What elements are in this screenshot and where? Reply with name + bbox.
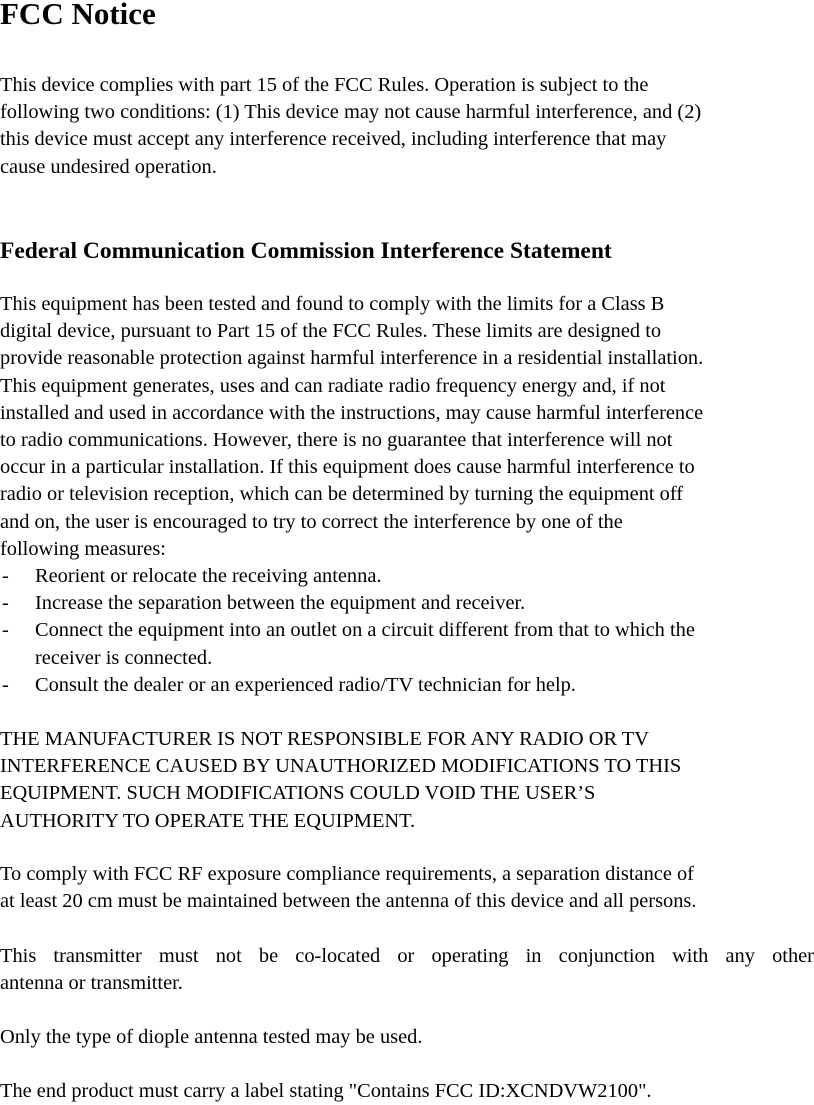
word: This (0, 945, 37, 967)
rf-exposure-line: at least 20 cm must be maintained between the antenna of this device and all persons. (0, 890, 697, 913)
label-requirement-line: The end product must carry a label stating "Contains FCC ID:XCNDVW2100". (0, 1080, 652, 1102)
word: other (772, 945, 814, 967)
bullet-dash: - (2, 673, 9, 696)
list-item (0, 563, 814, 590)
word: co-located (295, 945, 381, 967)
word: must (158, 945, 199, 967)
word: any (725, 945, 755, 967)
antenna-type-line: Only the type of diople antenna tested may be used. (0, 1026, 423, 1048)
intro-line: this device must accept any interference received, including interference that may (0, 128, 667, 151)
manufacturer-disclaimer (0, 726, 814, 835)
list-item-text: Reorient or relocate the receiving antenna. (35, 565, 382, 587)
bullet-dash: - (2, 592, 9, 615)
word: operating (431, 945, 509, 967)
intro-line: following two conditions: (1) This device may not cause harmful interference, and (2) (0, 101, 702, 124)
rf-exposure-paragraph (0, 861, 814, 915)
disclaimer-line: AUTHORITY TO OPERATE THE EQUIPMENT. (0, 809, 416, 832)
co-location-line (0, 943, 814, 970)
list-item (0, 672, 814, 699)
statement-line: occur in a particular installation. If this equipment does cause harmful interference to (0, 456, 695, 479)
statement-line: This equipment has been tested and found to comply with the limits for a Class B (0, 293, 665, 315)
disclaimer-line: EQUIPMENT. SUCH MODIFICATIONS COULD VOID THE USER’S (0, 782, 596, 805)
antenna-type-paragraph (0, 1024, 814, 1051)
measures-list (0, 563, 814, 699)
co-location-paragraph (0, 943, 814, 997)
word: with (672, 945, 709, 967)
statement-line: and on, the user is encouraged to try to correct the interference by one of the (0, 510, 623, 533)
co-location-line: antenna or transmitter. (0, 972, 183, 995)
list-item (0, 590, 814, 617)
rf-exposure-line: To comply with FCC RF exposure compliance requirements, a separation distance of (0, 863, 694, 885)
statement-line: to radio communications. However, there is no guarantee that interference will not (0, 429, 673, 452)
page-title: FCC Notice (0, 0, 156, 31)
bullet-dash: - (2, 565, 9, 587)
intro-paragraph (0, 72, 814, 181)
word: or (397, 945, 415, 967)
list-item-text: Connect the equipment into an outlet on a circuit different from that to which the (35, 619, 695, 642)
intro-line: This device complies with part 15 of the FCC Rules. Operation is subject to the (0, 74, 649, 96)
list-item-text: Increase the separation between the equipment and receiver. (35, 592, 526, 615)
statement-line: This equipment generates, uses and can radiate radio frequency energy and, if not (0, 374, 666, 397)
list-item (0, 617, 814, 671)
list-item-text: Consult the dealer or an experienced radio/TV technician for help. (35, 673, 576, 696)
statement-paragraph (0, 291, 814, 563)
intro-line: cause undesired operation. (0, 155, 217, 178)
statement-line: digital device, pursuant to Part 15 of the FCC Rules. These limits are designed to (0, 320, 662, 343)
section-heading-interference-statement: Federal Communication Commission Interference Statement (0, 238, 612, 264)
statement-line: provide reasonable protection against harmful interference in a residential installation. (0, 347, 704, 370)
word: conjunction (558, 945, 655, 967)
disclaimer-line: INTERFERENCE CAUSED BY UNAUTHORIZED MODIFICATIONS TO THIS (0, 755, 682, 778)
statement-line: following measures: (0, 537, 166, 560)
label-requirement-paragraph (0, 1078, 814, 1105)
word: in (525, 945, 542, 967)
statement-line: installed and used in accordance with the instructions, may cause harmful interference (0, 401, 704, 424)
list-item-text: receiver is connected. (35, 646, 213, 669)
statement-line: radio or television reception, which can be determined by turning the equipment off (0, 483, 684, 506)
word: be (258, 945, 279, 967)
bullet-dash: - (2, 619, 9, 642)
disclaimer-line: THE MANUFACTURER IS NOT RESPONSIBLE FOR ANY RADIO OR TV (0, 728, 649, 750)
word: not (215, 945, 242, 967)
word: transmitter (53, 945, 142, 967)
